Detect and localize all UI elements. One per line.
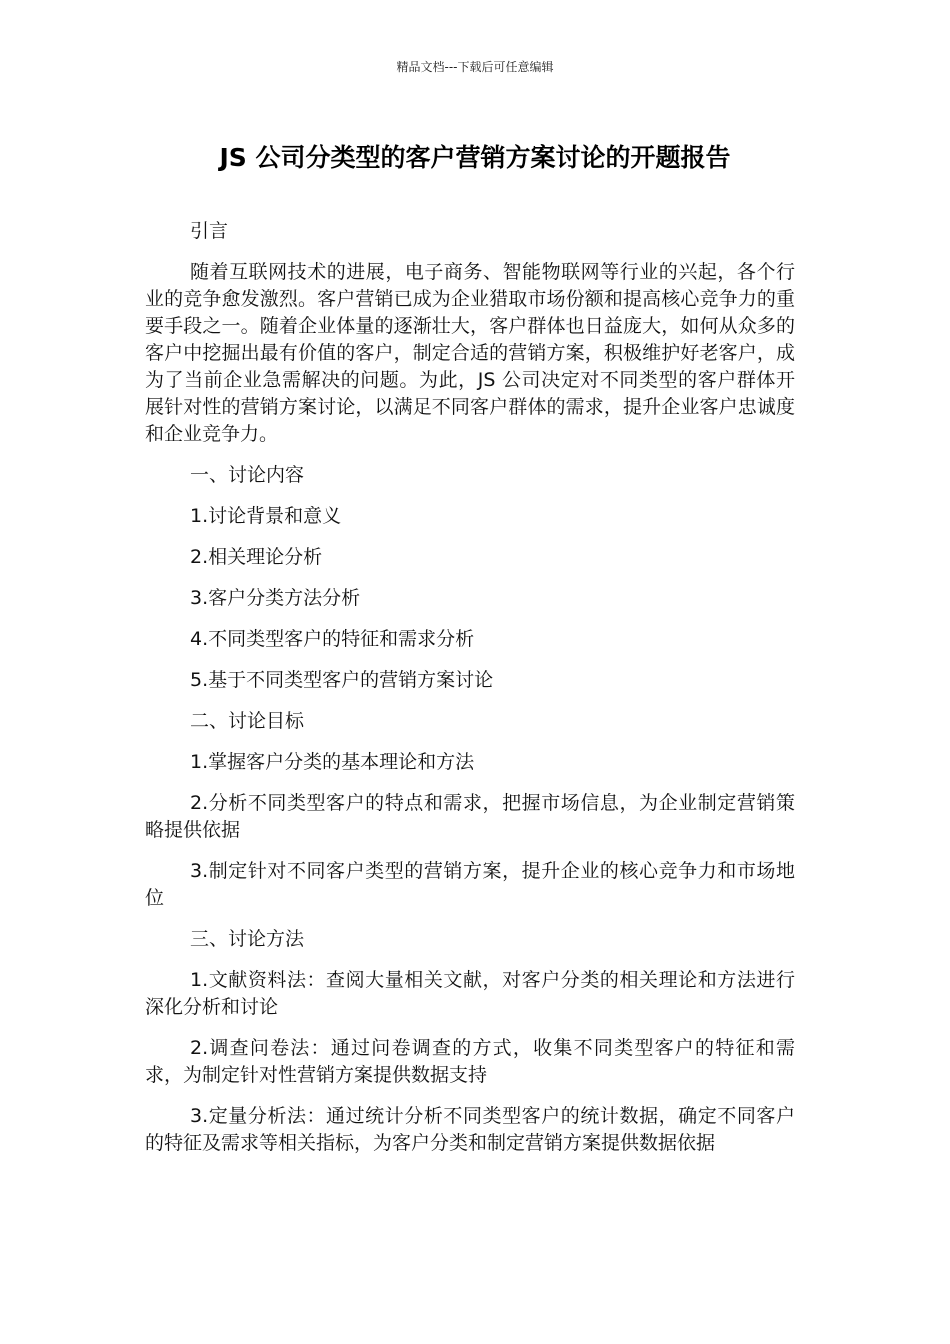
list-item: 2.分析不同类型客户的特点和需求，把握市场信息，为企业制定营销策略提供依据 xyxy=(145,792,795,841)
list-item: 1.文献资料法：查阅大量相关文献，对客户分类的相关理论和方法进行深化分析和讨论 xyxy=(145,969,795,1018)
section-heading-content: 一、讨论内容 xyxy=(190,464,305,486)
section-intro-heading: 引言 xyxy=(190,220,229,242)
list-item: 3.定量分析法：通过统计分析不同类型客户的统计数据，确定不同客户的特征及需求等相关指标，为客户分类和制定营销方案提供数据依据 xyxy=(145,1105,795,1154)
list-item: 2.相关理论分析 xyxy=(190,546,323,568)
list-item: 4.不同类型客户的特征和需求分析 xyxy=(190,628,475,650)
list-item: 2.调查问卷法：通过问卷调查的方式，收集不同类型客户的特征和需求，为制定针对性营销方案提供数据支持 xyxy=(145,1037,795,1086)
page-header-note: 精品文档---下载后可任意编辑 xyxy=(396,60,554,74)
intro-paragraph: 随着互联网技术的进展，电子商务、智能物联网等行业的兴起，各个行业的竞争愈发激烈。客户营销已成为企业猎取市场份额和提高核心竞争力的重要手段之一。随着企业体量的逐渐壮大，客户群体也日益庞大，如何从众多的客户中挖掘出最有价值的客户，制定合适的营销方案，积极维护好老客户，成为了当前企业急需解决的问题。为此，JS 公司决定对不同类型的客户群体开展针对性的营销方案讨论，以满足不同客户群体的需求，提升企业客户忠诚度和企业竞争力。 xyxy=(145,261,795,445)
section-heading-methods: 三、讨论方法 xyxy=(190,928,305,950)
section-heading-goals: 二、讨论目标 xyxy=(190,710,305,732)
document-body xyxy=(145,218,795,1171)
document-title: JS 公司分类型的客户营销方案讨论的开题报告 xyxy=(219,143,731,172)
list-item: 3.制定针对不同客户类型的营销方案，提升企业的核心竞争力和市场地位 xyxy=(145,860,795,909)
list-item: 5.基于不同类型客户的营销方案讨论 xyxy=(190,669,494,691)
list-item: 1.讨论背景和意义 xyxy=(190,505,342,527)
list-item: 3.客户分类方法分析 xyxy=(190,587,361,609)
list-item: 1.掌握客户分类的基本理论和方法 xyxy=(190,751,475,773)
